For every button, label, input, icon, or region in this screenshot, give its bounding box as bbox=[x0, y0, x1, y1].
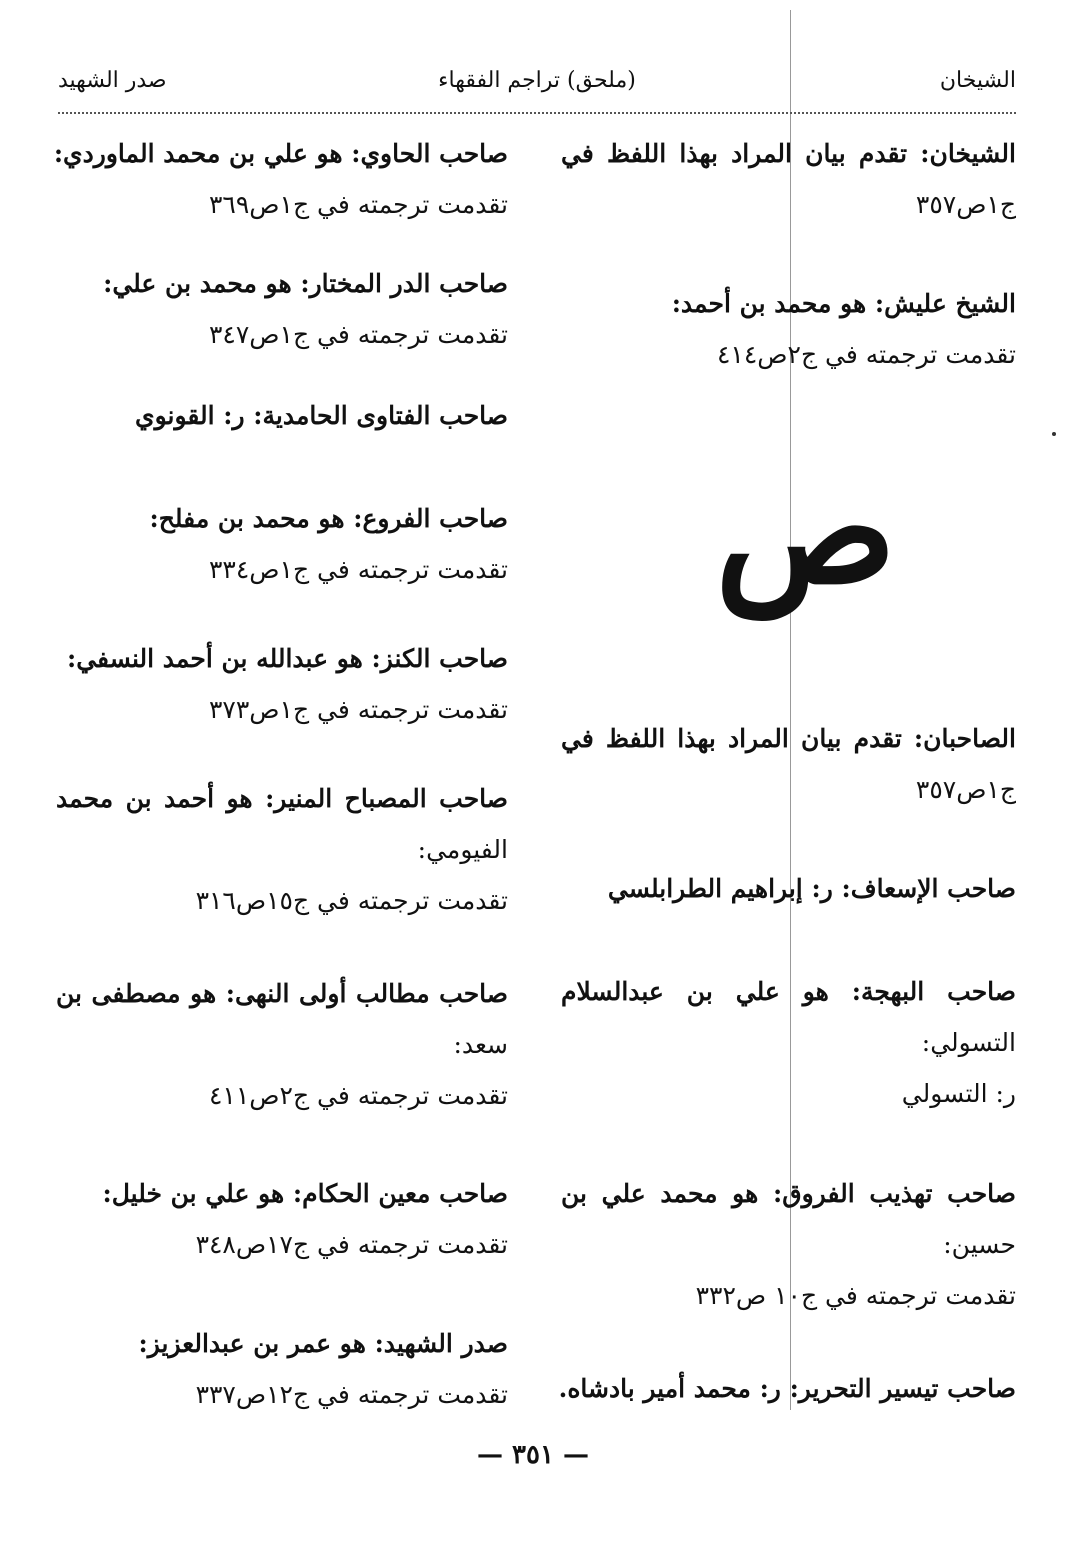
entry-heading-line: صاحب تيسير التحرير: ر: محمد أمير بادشاه. bbox=[558, 1374, 1016, 1403]
entry bbox=[561, 278, 1016, 380]
entry bbox=[53, 128, 508, 230]
entry bbox=[56, 968, 508, 1121]
entry bbox=[561, 128, 1016, 230]
entry bbox=[56, 258, 508, 360]
entry-heading-line: صاحب المصباح المنير: هو أحمد بن محمد bbox=[56, 784, 508, 813]
header-divider bbox=[58, 112, 1016, 114]
entry-heading-line: صاحب الدر المختار: هو محمد بن علي: bbox=[103, 269, 508, 298]
entry bbox=[56, 390, 508, 441]
entry bbox=[561, 713, 1016, 815]
entry-heading-line: الشيخان: تقدم بيان المراد بهذا اللفظ في bbox=[561, 139, 1016, 168]
entry bbox=[561, 1168, 1016, 1321]
entry-heading-line: صاحب معين الحكام: هو علي بن خليل: bbox=[102, 1179, 508, 1208]
entry-heading-line: صاحب تهذيب الفروق: هو محمد علي بن bbox=[561, 1179, 1016, 1208]
entry bbox=[558, 1363, 1016, 1414]
entry-heading-line: الشيخ عليش: هو محمد بن أحمد: bbox=[671, 289, 1016, 318]
entry-line: التسولي: bbox=[921, 1028, 1016, 1057]
entry-line: ج١ص٣٥٧ bbox=[915, 190, 1016, 219]
entry-heading-line: صاحب الإسعاف: ر: إبراهيم الطرابلسي bbox=[607, 874, 1016, 903]
entry-heading-line: صدر الشهيد: هو عمر بن عبدالعزيز: bbox=[138, 1329, 508, 1358]
entry-line: تقدمت ترجمته في ج١ص٣٧٣ bbox=[208, 695, 508, 724]
entry-line: الفيومي: bbox=[417, 835, 508, 864]
entry-line: سعد: bbox=[453, 1030, 508, 1059]
header-left: صدر الشهيد bbox=[58, 68, 167, 93]
entry-heading-line: صاحب الفروع: هو محمد بن مفلح: bbox=[149, 504, 508, 533]
entry bbox=[56, 1318, 508, 1420]
scan-speck bbox=[1052, 432, 1056, 436]
entry-line: تقدمت ترجمته في ج١٥ص٣١٦ bbox=[195, 886, 508, 915]
entry-heading-line: صاحب البهجة: هو علي بن عبدالسلام bbox=[561, 977, 1016, 1006]
entry-heading-line: صاحب الكنز: هو عبدالله بن أحمد النسفي: bbox=[66, 644, 508, 673]
entry-line: تقدمت ترجمته في ج١ص٣٤٧ bbox=[208, 320, 508, 349]
entry-line: ج١ص٣٥٧ bbox=[915, 775, 1016, 804]
page-number: — ٣٥١ — bbox=[476, 1440, 590, 1470]
entry-line: تقدمت ترجمته في ج١٠ ص٣٣٢ bbox=[695, 1281, 1016, 1310]
entry-line: حسين: bbox=[943, 1230, 1016, 1259]
section-letter: ص bbox=[715, 442, 897, 618]
entry bbox=[56, 773, 508, 926]
running-header bbox=[58, 68, 1016, 108]
entry-line: تقدمت ترجمته في ج٢ص٤١١ bbox=[208, 1081, 508, 1110]
header-right: الشيخان bbox=[939, 68, 1016, 93]
entry bbox=[56, 1168, 508, 1270]
entry-line: ر: التسولي bbox=[901, 1079, 1016, 1108]
entry-line: تقدمت ترجمته في ج١ص٣٦٩ bbox=[208, 190, 508, 219]
entry-heading-line: الصاحبان: تقدم بيان المراد بهذا اللفظ في bbox=[561, 724, 1016, 753]
entry bbox=[56, 633, 508, 735]
entry-line: تقدمت ترجمته في ج١٧ص٣٤٨ bbox=[195, 1230, 508, 1259]
entry bbox=[561, 863, 1016, 914]
entry-line: تقدمت ترجمته في ج١٢ص٣٣٧ bbox=[195, 1380, 508, 1409]
entry-line: تقدمت ترجمته في ج١ص٣٣٤ bbox=[208, 555, 508, 584]
entry-line: تقدمت ترجمته في ج٢ص٤١٤ bbox=[716, 340, 1016, 369]
entry-heading-line: صاحب الفتاوى الحامدية: ر: القونوي bbox=[135, 401, 508, 430]
header-center: (ملحق) تراجم الفقهاء bbox=[438, 68, 636, 93]
entry bbox=[561, 966, 1016, 1119]
entry-heading-line: صاحب الحاوي: هو علي بن محمد الماوردي: bbox=[53, 139, 508, 168]
entry bbox=[56, 493, 508, 595]
entry-heading-line: صاحب مطالب أولى النهى: هو مصطفى بن bbox=[56, 979, 508, 1008]
